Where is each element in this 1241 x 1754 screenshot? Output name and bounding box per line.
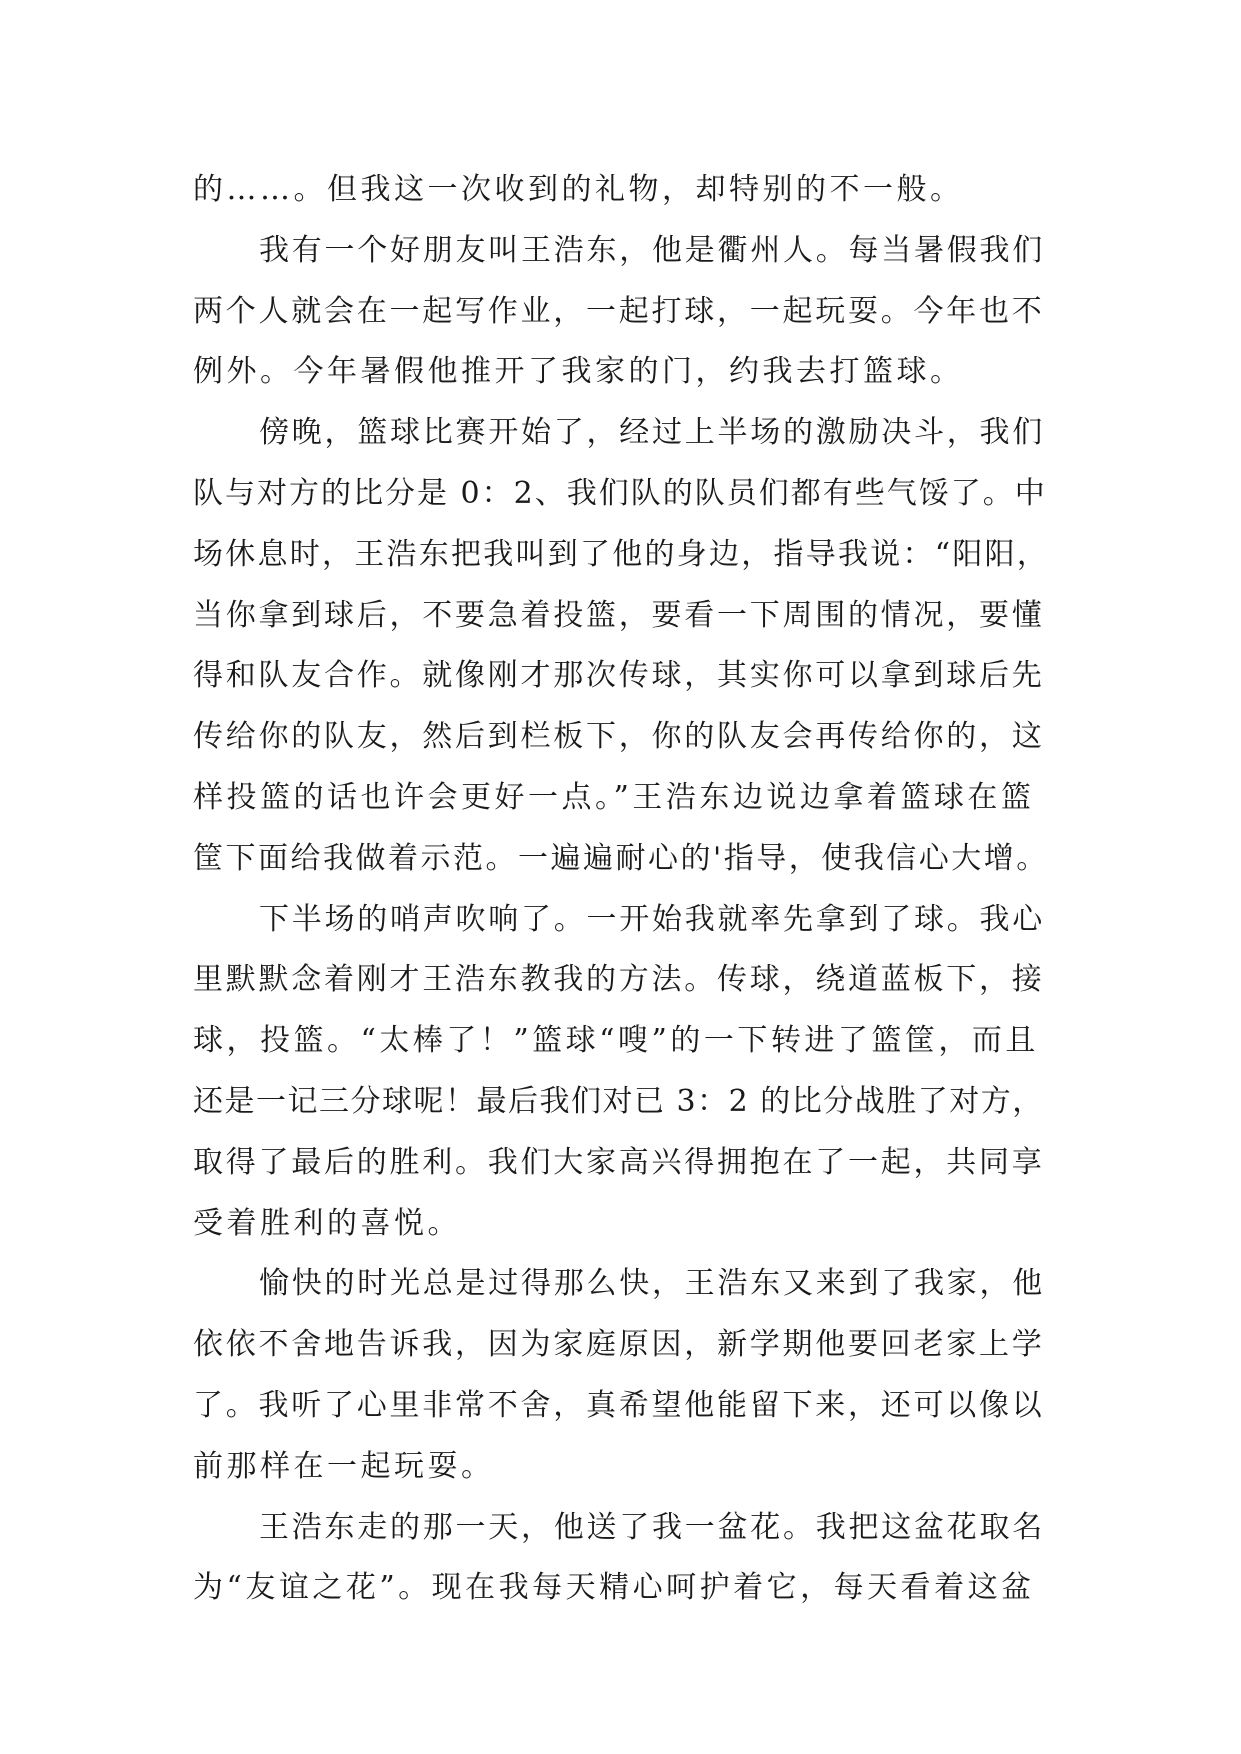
text-line: 例外。今年暑假他推开了我家的门，约我去打篮球。 xyxy=(193,354,964,390)
text-line: 取得了最后的胜利。我们大家高兴得拥抱在了一起，共同享 xyxy=(193,1144,1045,1180)
text-line: 传给你的队友，然后到栏板下，你的队友会再传给你的，这 xyxy=(193,719,1045,755)
text-line: 还是一记三分球呢！最后我们对已 3：2 的比分战胜了对方， xyxy=(193,1083,1044,1119)
text-line: 当你拿到球后，不要急着投篮，要看一下周围的情况，要懂 xyxy=(193,597,1045,633)
paragraph-first-line: 愉快的时光总是过得那么快，王浩东又来到了我家，他 xyxy=(259,1266,1045,1302)
text-line: 前那样在一起玩耍。 xyxy=(193,1448,495,1484)
text-line: 里默默念着刚才王浩东教我的方法。传球，绕道蓝板下，接 xyxy=(193,962,1045,998)
text-line: 球，投篮。“太棒了！”篮球“嗖”的一下转进了篮筐，而且 xyxy=(193,1023,1039,1059)
text-line: 场休息时，王浩东把我叫到了他的身边，指导我说：“阳阳， xyxy=(193,536,1050,572)
text-line: 得和队友合作。就像刚才那次传球，其实你可以拿到球后先 xyxy=(193,658,1045,694)
text-line: 为“友谊之花”。现在我每天精心呵护着它，每天看着这盆 xyxy=(193,1570,1035,1606)
text-line: 的……。但我这一次收到的礼物，却特别的不一般。 xyxy=(193,172,964,207)
text-line: 队与对方的比分是 0：2、我们队的队员们都有些气馁了。中 xyxy=(193,475,1047,511)
text-line: 样投篮的话也许会更好一点。”王浩东边说边拿着篮球在篮 xyxy=(193,779,1035,815)
text-line: 受着胜利的喜悦。 xyxy=(193,1205,461,1241)
paragraph-first-line: 王浩东走的那一天，他送了我一盆花。我把这盆花取名 xyxy=(259,1509,1045,1545)
text-line: 两个人就会在一起写作业，一起打球，一起玩耍。今年也不 xyxy=(193,293,1045,329)
text-line: 依依不舍地告诉我，因为家庭原因，新学期他要回老家上学 xyxy=(193,1327,1045,1363)
paragraph-first-line: 下半场的哨声吹响了。一开始我就率先拿到了球。我心 xyxy=(259,901,1045,937)
paragraph-first-line: 我有一个好朋友叫王浩东，他是衢州人。每当暑假我们 xyxy=(259,232,1045,268)
text-line: 了。我听了心里非常不舍，真希望他能留下来，还可以像以 xyxy=(193,1387,1045,1423)
paragraph-first-line: 傍晚，篮球比赛开始了，经过上半场的激励决斗，我们 xyxy=(259,415,1045,451)
document-body xyxy=(193,160,1049,1619)
text-line: 筐下面给我做着示范。一遍遍耐心的'指导，使我信心大增。 xyxy=(193,840,1049,876)
